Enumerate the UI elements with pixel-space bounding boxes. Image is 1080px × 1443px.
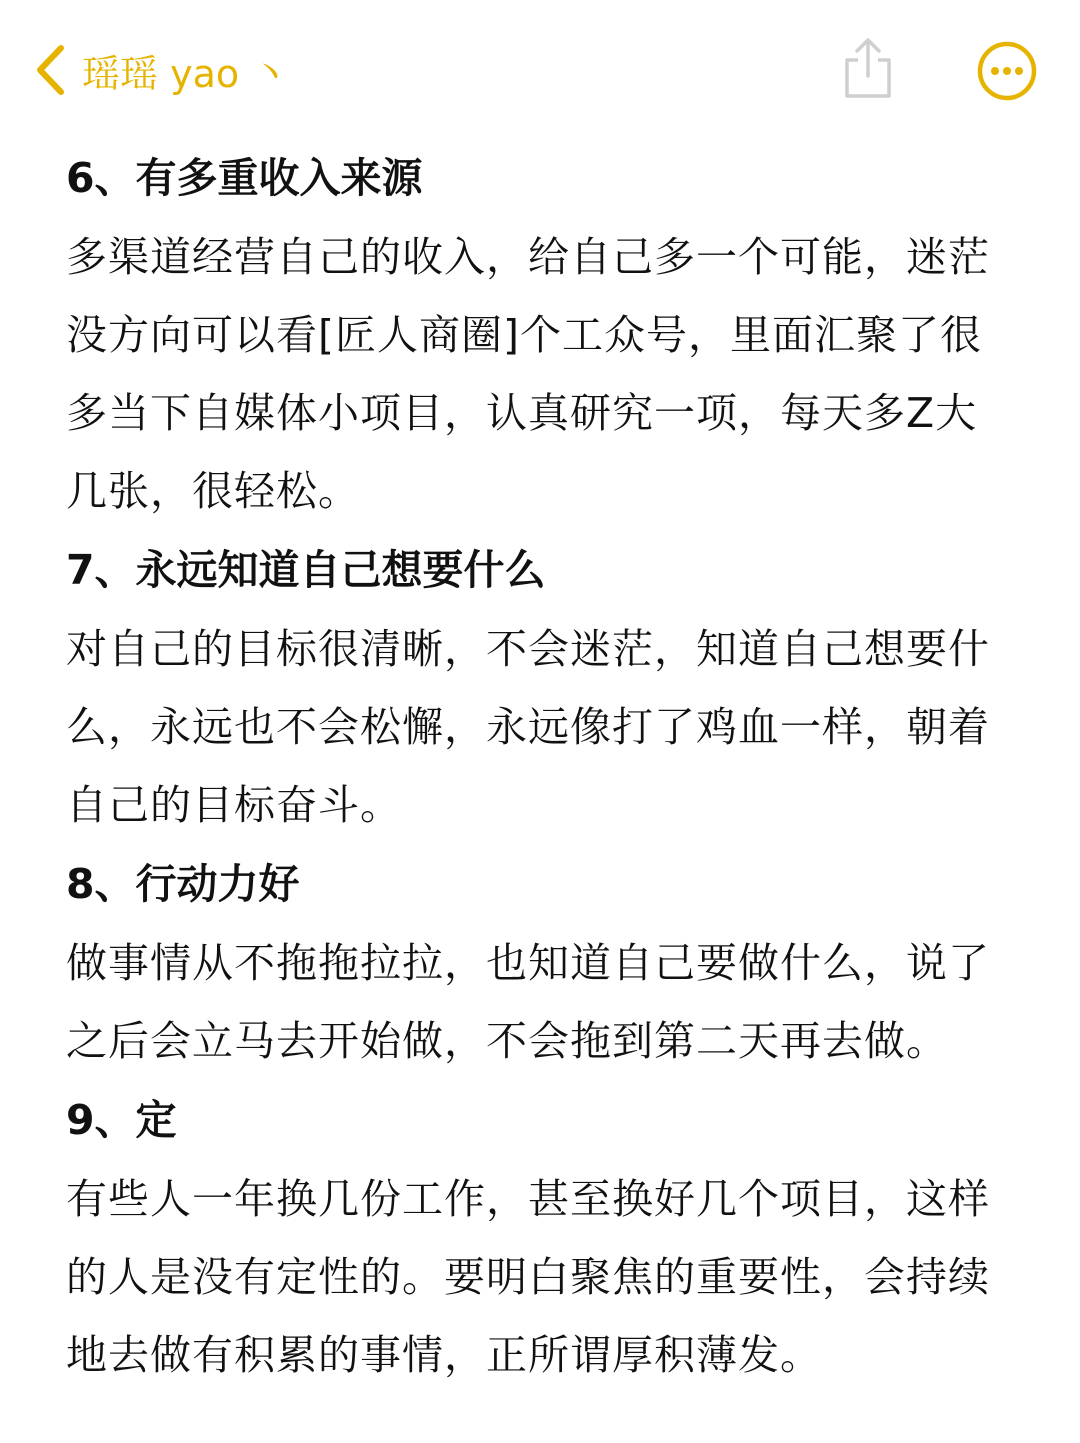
more-horizontal-circle-icon <box>976 40 1038 106</box>
section-body: 多渠道经营自己的收入，给自己多一个可能，迷茫没方向可以看[匠人商圈]个工众号，里面汇聚了很多当下自媒体小项目，认真研究一项，每天多Z大几张，很轻松。 <box>66 233 990 515</box>
more-options-button[interactable] <box>974 40 1040 106</box>
chevron-left-icon <box>28 34 72 106</box>
section-heading: 9、定 <box>66 1096 177 1144</box>
back-button[interactable] <box>28 34 289 106</box>
section-body: 有些人一年换几份工作，甚至换好几个项目，这样的人是没有定性的。要明白聚焦的重要性，会持续地去做有积累的事情，正所谓厚积薄发。 <box>66 1175 990 1379</box>
section-6 <box>66 138 1018 530</box>
navigation-bar <box>0 0 1080 140</box>
section-8 <box>66 844 1018 1080</box>
section-body: 对自己的目标很清晰，不会迷茫，知道自己想要什么，永远也不会松懈，永远像打了鸡血一样，朝着自己的目标奋斗。 <box>66 625 990 829</box>
section-heading: 8、行动力好 <box>66 860 300 908</box>
section-9 <box>66 1080 1018 1394</box>
share-icon <box>842 36 894 104</box>
note-content <box>66 138 1018 1394</box>
share-button[interactable] <box>836 34 900 106</box>
section-heading: 7、永远知道自己想要什么 <box>66 546 546 594</box>
section-7 <box>66 530 1018 844</box>
author-name: 瑶瑶 yao 丶 <box>82 51 290 96</box>
section-heading: 6、有多重收入来源 <box>66 154 423 202</box>
section-body: 做事情从不拖拖拉拉，也知道自己要做什么，说了之后会立马去开始做，不会拖到第二天再去做。 <box>66 939 990 1065</box>
